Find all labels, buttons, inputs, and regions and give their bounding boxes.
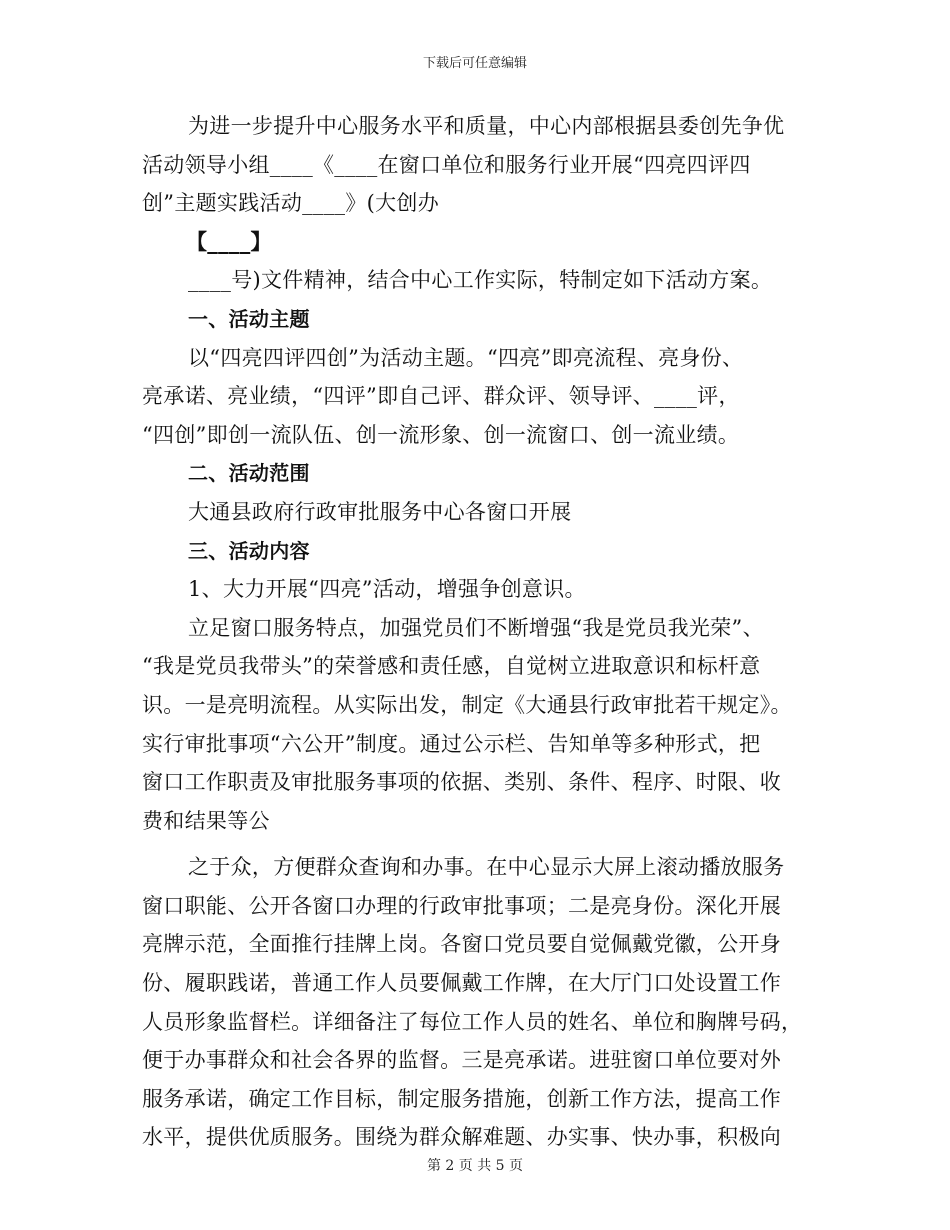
paragraph-line: ____号)文件精神，结合中心工作实际，特制定如下活动方案。	[188, 268, 773, 293]
paragraph-line: 便于办事群众和社会各界的监督。三是亮承诺。进驻窗口单位要对外	[142, 1048, 781, 1073]
paragraph-line: 份、履职践诺，普通工作人员要佩戴工作牌，在大厅门口处设置工作	[142, 971, 781, 996]
paragraph-gap	[142, 840, 810, 848]
paragraph-line: 人员形象监督栏。详细备注了每位工作人员的姓名、单位和胸牌号码，	[142, 1009, 803, 1034]
paragraph-line: 活动领导小组____《____在窗口单位和服务行业开展“四亮四评四	[142, 152, 751, 177]
subsection-heading: 1、大力开展“四亮”活动，增强争创意识。	[188, 577, 586, 602]
paragraph-line: 立足窗口服务特点，加强党员们不断增强“我是党员我光荣”、	[188, 615, 764, 640]
paragraph-line: 以“四亮四评四创”为活动主题。“四亮”即亮流程、亮身份、	[188, 345, 744, 370]
paragraph-line: “四创”即创一流队伍、创一流形象、创一流窗口、创一流业绩。	[142, 422, 740, 447]
paragraph-line: 水平，提供优质服务。围绕为群众解难题、办实事、快办事，积极向	[142, 1125, 781, 1150]
bracket-placeholder: 【____】	[186, 228, 272, 254]
paragraph-line: 服务承诺，确定工作目标，制定服务措施，创新工作方法，提高工作	[142, 1086, 781, 1111]
paragraph-line: 之于众，方便群众查询和办事。在中心显示大屏上滚动播放服务	[188, 855, 785, 880]
paragraph-line: 亮牌示范，全面推行挂牌上岗。各窗口党员要自觉佩戴党徽，公开身	[142, 932, 781, 957]
document-body	[142, 107, 810, 1157]
section-heading: 一、活动主题	[188, 306, 310, 331]
paragraph-line: 大通县政府行政审批服务中心各窗口开展	[188, 499, 572, 524]
section-heading: 二、活动范围	[188, 461, 310, 486]
paragraph-line: 费和结果等公	[142, 808, 270, 833]
paragraph-line: “我是党员我带头”的荣誉感和责任感，自觉树立进取意识和标杆意	[142, 654, 761, 679]
paragraph-line: 亮承诺、亮业绩，“四评”即自己评、群众评、领导评、____评，	[142, 384, 740, 409]
paragraph-line: 为进一步提升中心服务水平和质量，中心内部根据县委创先争优	[188, 114, 785, 138]
section-heading: 三、活动内容	[188, 538, 310, 563]
page-number: 第 2 页 共 5 页	[426, 1158, 524, 1174]
paragraph-line: 窗口工作职责及审批服务事项的依据、类别、条件、程序、时限、收	[142, 770, 781, 795]
page-header: 下载后可任意编辑	[422, 56, 527, 71]
paragraph-line: 识。一是亮明流程。从实际出发，制定《大通县行政审批若干规定》。	[142, 692, 792, 717]
paragraph-line: 窗口职能、公开各窗口办理的行政审批事项；二是亮身份。深化开展	[142, 893, 781, 918]
paragraph-line: 创”主题实践活动____》(大创办	[142, 191, 440, 216]
paragraph-line: 实行审批事项“六公开”制度。通过公示栏、告知单等多种形式，把	[142, 731, 761, 756]
